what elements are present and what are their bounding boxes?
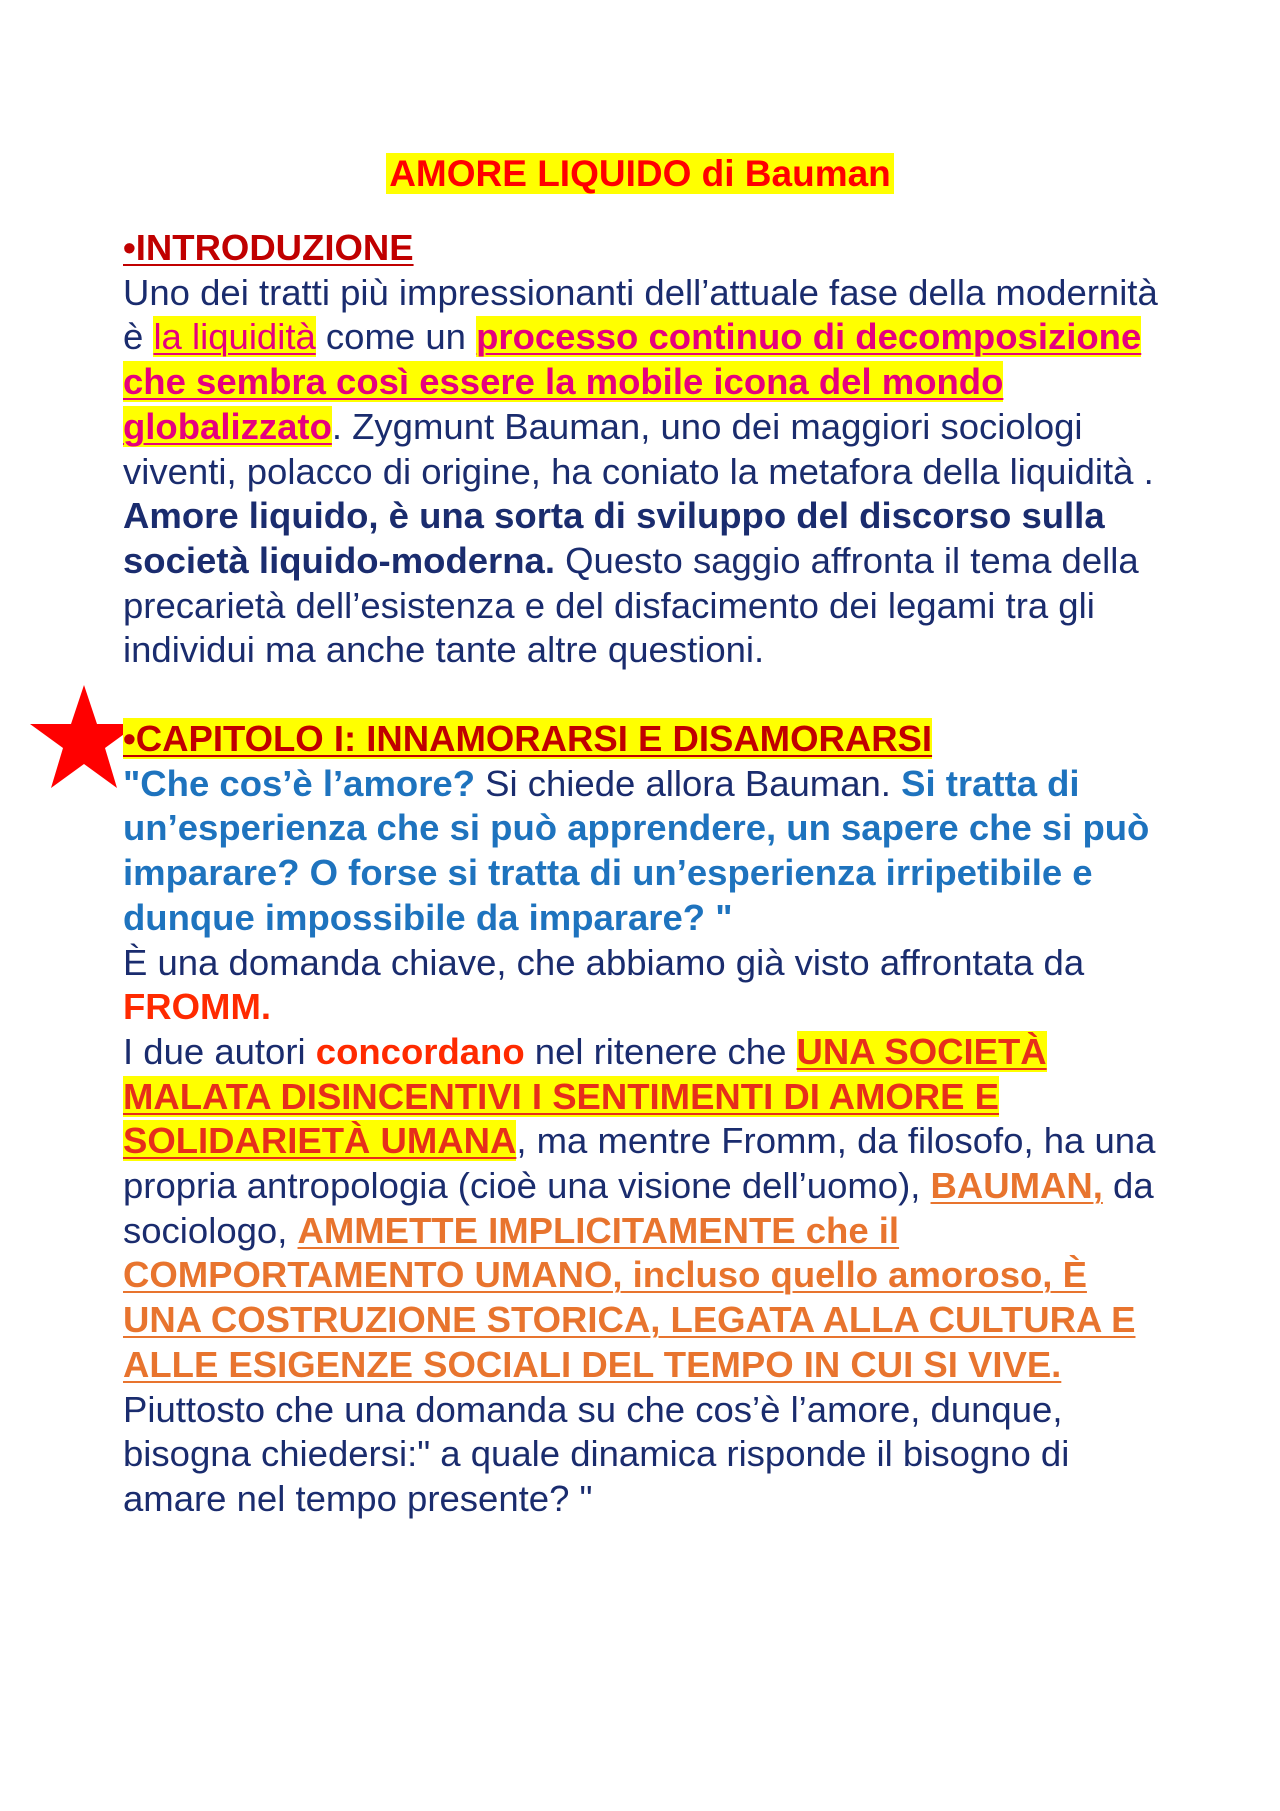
concordano-word: concordano xyxy=(315,1030,525,1072)
question-bold-2: Si tratta di un’esperienza che si può apprendere, un sapere che si può imparare? O forse si tratta di un’esperienza irripetibile e dunque impossibile da imparare? " xyxy=(123,762,1150,938)
intro-paragraph-2 xyxy=(123,494,1173,673)
liquid-love-bold: Amore liquido, è una sorta di sviluppo del discorso sulla società liquido-moderna. xyxy=(123,495,1105,581)
authors-text-c: nel ritenere che xyxy=(524,1030,797,1072)
chapter1-authors xyxy=(123,1030,1173,1388)
intro-text-a: Uno dei tratti più impressionanti dell’attuale fase della modernità è xyxy=(123,271,1158,358)
liquidity-highlight: la liquidità xyxy=(153,316,316,358)
section-spacer xyxy=(123,673,1173,717)
historical-construction-text: AMMETTE IMPLICITAMENTE che il COMPORTAMENTO UMANO, incluso quello amoroso, È UNA COSTRUZIONE STORICA, LEGATA ALLA CULTURA E ALLE ESIGENZE SOCIALI DEL TEMPO IN CUI SI VIVE. xyxy=(123,1209,1136,1385)
chapter1-heading-line xyxy=(123,717,1173,762)
authors-text-d: , ma mentre Fromm, da filosofo, ha una propria antropologia (cioè una visione dell’uomo), xyxy=(123,1120,1156,1207)
question-bold-1: "Che cos’è l’amore? xyxy=(123,762,476,804)
chapter1-heading: •CAPITOLO I: INNAMORARSI E DISAMORARSI xyxy=(123,718,933,760)
intro-text-c: . Zygmunt Bauman, uno dei maggiori sociologi viventi, polacco di origine, ha coniato la metafora della liquidità . xyxy=(123,405,1154,492)
intro-paragraph-1 xyxy=(123,271,1173,495)
intro-heading-line xyxy=(123,226,1173,271)
intro-heading: •INTRODUZIONE xyxy=(123,227,414,268)
decomposition-highlight: processo continuo di decomposizione che sembra così essere la mobile icona del mondo globalizzato xyxy=(123,316,1142,447)
authors-text-a: I due autori xyxy=(123,1030,316,1072)
chapter1-fromm xyxy=(123,941,1173,1030)
sick-society-highlight: UNA SOCIETÀ MALATA DISINCENTIVI I SENTIMENTI DI AMORE E SOLIDARIETÀ UMANA xyxy=(123,1030,1047,1162)
chapter1-final xyxy=(123,1388,1173,1522)
fromm-name: FROMM. xyxy=(123,986,271,1028)
final-question: Piuttosto che una domanda su che cos’è l’amore, dunque, bisogna chiedersi:" a quale dinamica risponde il bisogno di amare nel tempo presente? " xyxy=(123,1388,1070,1519)
document-title-text: AMORE LIQUIDO di Bauman xyxy=(386,153,894,194)
intro-text-b: come un xyxy=(315,316,477,358)
question-plain: Si chiede allora Bauman. xyxy=(475,762,902,804)
intro-text-d: Questo saggio affronta il tema della precarietà dell’esistenza e del disfacimento dei legami tra gli individui ma anche tante altre questioni. xyxy=(123,539,1139,671)
document-body xyxy=(123,226,1173,1522)
document-title xyxy=(0,152,1280,196)
fromm-text: È una domanda chiave, che abbiamo già visto affrontata da xyxy=(123,941,1085,983)
authors-text-e: da sociologo, xyxy=(123,1165,1154,1251)
chapter1-question xyxy=(123,762,1173,941)
bauman-name: BAUMAN, xyxy=(930,1165,1103,1207)
